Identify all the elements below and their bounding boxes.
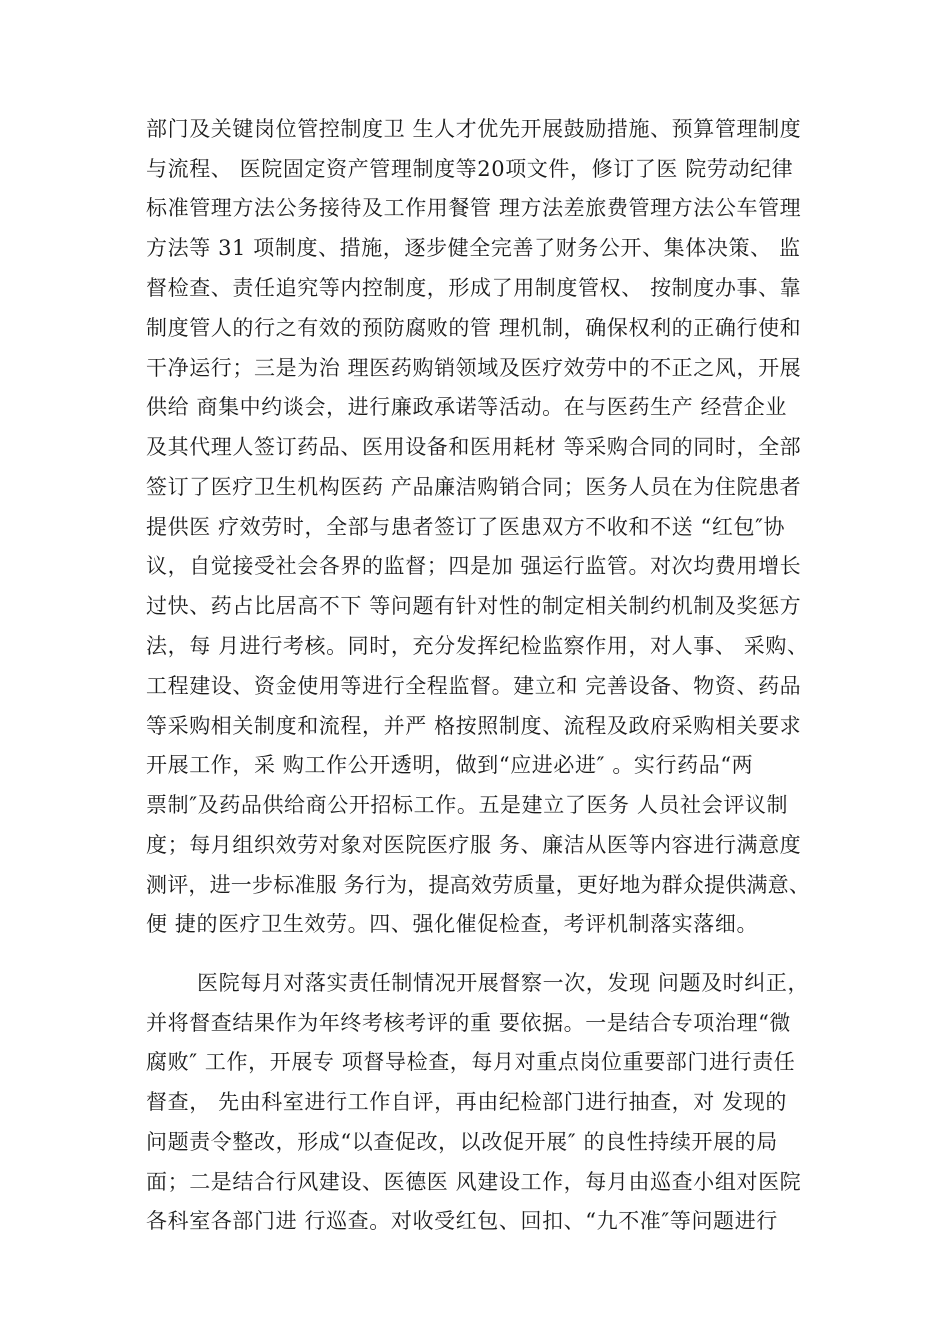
text-line: 医院每月对落实责任制情况开展督察一次，发现 问题及时纠正，: [197, 971, 810, 995]
text-line: 开展工作，采 购工作公开透明，做到“应进必进″ 。实行药品“两: [146, 753, 754, 777]
text-line: 过快、药占比居高不下 等问题有针对性的制定相关制约机制及奖惩方: [146, 594, 802, 618]
text-line: 部门及关键岗位管控制度卫 生人才优先开展鼓励措施、预算管理制度: [146, 117, 802, 141]
text-line: 面；二是结合行风建设、医德医 风建设工作，每月由巡查小组对医院: [146, 1170, 802, 1194]
text-line: 便 捷的医疗卫生效劳。四、强化催促检查，考评机制落实落细。: [146, 912, 759, 936]
text-line: 督检查、责任追究等内控制度，形成了用制度管权、 按制度办事、靠: [146, 276, 802, 300]
text-line: 等采购相关制度和流程，并严 格按照制度、流程及政府采购相关要求: [146, 714, 802, 738]
text-line: 签订了医疗卫生机构医药 产品廉洁购销合同；医务人员在为住院患者: [146, 475, 802, 499]
text-line: 制度管人的行之有效的预防腐败的管 理机制，确保权利的正确行使和: [146, 316, 802, 340]
text-line: 法，每 月进行考核。同时，充分发挥纪检监察作用，对人事、 采购、: [146, 634, 809, 658]
text-line: 标准管理方法公务接待及工作用餐管 理方法差旅费管理方法公车管理: [146, 196, 802, 220]
text-line: 及其代理人签订药品、医用设备和医用耗材 等采购合同的同时，全部: [146, 435, 802, 459]
text-line: 提供医 疗效劳时，全部与患者签订了医患双方不收和不送 “红包″协: [146, 515, 786, 539]
text-line: 测评，进一步标准服 务行为，提高效劳质量，更好地为群众提供满意、: [146, 873, 811, 897]
text-line: 供给 商集中约谈会，进行廉政承诺等活动。在与医药生产 经营企业: [146, 395, 787, 419]
text-line: 各科室各部门进 行巡查。对收受红包、回扣、“九不准″等问题进行: [146, 1209, 778, 1233]
text-line: 督查， 先由科室进行工作自评，再由纪检部门进行抽查，对 发现的: [146, 1090, 787, 1114]
text-line: 干净运行；三是为治 理医药购销领域及医疗效劳中的不正之风，开展: [146, 356, 802, 380]
text-line: 票制″及药品供给商公开招标工作。五是建立了医务 人员社会评议制: [146, 793, 789, 817]
text-line: 议，自觉接受社会各界的监督；四是加 强运行监管。对次均费用增长: [146, 554, 802, 578]
text-line: 腐败″ 工作，开展专 项督导检查，每月对重点岗位重要部门进行责任: [146, 1050, 796, 1074]
text-line: 并将督查结果作为年终考核考评的重 要依据。一是结合专项治理“微: [146, 1011, 792, 1035]
text-line: 工程建设、资金使用等进行全程监督。建立和 完善设备、物资、药品: [146, 674, 802, 698]
text-line: 度；每月组织效劳对象对医院医疗服 务、廉洁从医等内容进行满意度: [146, 833, 802, 857]
text-line: 与流程、 医院固定资产管理制度等20项文件，修订了医 院劳动纪律: [146, 157, 794, 181]
text-line: 问题责令整改，形成“以查促改，以改促开展″ 的良性持续开展的局: [146, 1130, 778, 1154]
text-line: 方法等 31 项制度、措施，逐步健全完善了财务公开、集体决策、 监: [146, 236, 801, 260]
